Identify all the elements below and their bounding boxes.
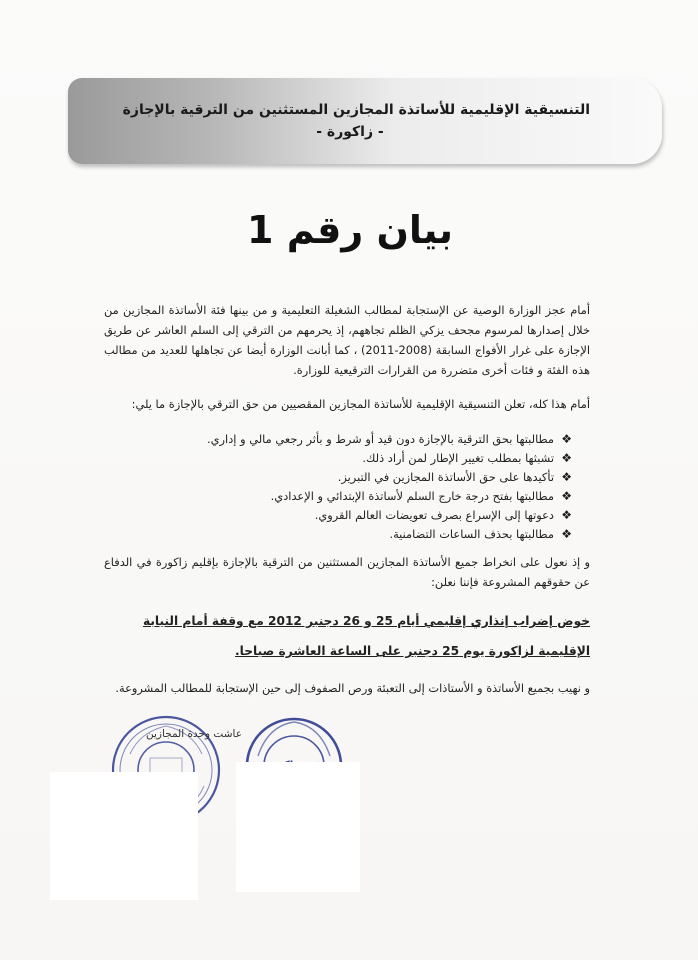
commitment-paragraph: و إذ نعول على انخراط جميع الأساتذة المجازين المستثنين من الترقية بالإجازة بإقليم زاكورة في الدفاع عن حقوقهم المشروعة فإننا نعلن: [104,555,590,589]
redaction-block [50,772,198,900]
strike-announcement: خوض إضراب إنذاري إقليمي أيام 25 و 26 دجنبر 2012 مع وقفة أمام النيابة الإقليمية لزاكورة يوم 25 دجنبر على الساعة العاشرة صباحا. [142,614,590,658]
closing-appeal: و نهيب بجميع الأساتذة و الأستاذات إلى التعبئة ورص الصفوف إلى حين الإستجابة للمطالب المشروعة. [115,681,590,695]
signature-label: عاشت وحدة المجازين [146,728,242,740]
demand-item: ❖ مطالبتها بحق الترقية بالإجازة دون قيد أو شرط و بأثر رجعي مالي و إداري. [200,430,572,449]
diamond-bullet-icon: ❖ [561,432,572,446]
demand-item: ❖ مطالبتها بفتح درجة خارج السلم لأساتذة الإبتدائي و الإعدادي. [200,487,572,506]
demands-list [200,430,572,544]
intro-paragraph: أمام عجز الوزارة الوصية عن الإستجابة لمطالب الشغيلة التعليمية و من بينها فئة الأساتذة المجازين من خلال إصدارها لمرسوم مجحف يزكي الظلم تجاههم، إذ يحرمهم من الترقي إلى السلم العاشر عن طريق الإجازة على غرار الأفواج السابقة (2008-2011) ، كما أبانت الوزارة أيضا عن تجاهلها للعديد من مطالب هذه الفئة و فئات أخرى متضررة من القرارات الترقيعية للوزارة. [104,303,590,377]
header-title: التنسيقية الإقليمية للأساتذة المجازين المستثنين من الترقية بالإجازة [122,102,590,118]
demand-item: ❖ دعوتها إلى الإسراع بصرف تعويضات العالم القروي. [200,506,572,525]
announcement-intro: أمام هذا كله، تعلن التنسيقية الإقليمية للأساتذة المجازين المقصيين من حق الترقي بالإجازة ما يلي: [131,397,590,411]
diamond-bullet-icon: ❖ [561,508,572,522]
redaction-block [236,762,360,892]
demand-item: ❖ تشبثها بمطلب تغيير الإطار لمن أراد ذلك. [200,449,572,468]
statement-headline: بيان رقم 1 [247,208,453,252]
header-banner [68,78,662,164]
diamond-bullet-icon: ❖ [561,451,572,465]
header-subtitle: - زاكورة - [316,124,384,140]
diamond-bullet-icon: ❖ [561,470,572,484]
demand-item: ❖ تأكيدها على حق الأساتذة المجازين في التبريز. [200,468,572,487]
diamond-bullet-icon: ❖ [561,527,572,541]
demand-item: ❖ مطالبتها بحذف الساعات التضامنية. [200,525,572,544]
diamond-bullet-icon: ❖ [561,489,572,503]
